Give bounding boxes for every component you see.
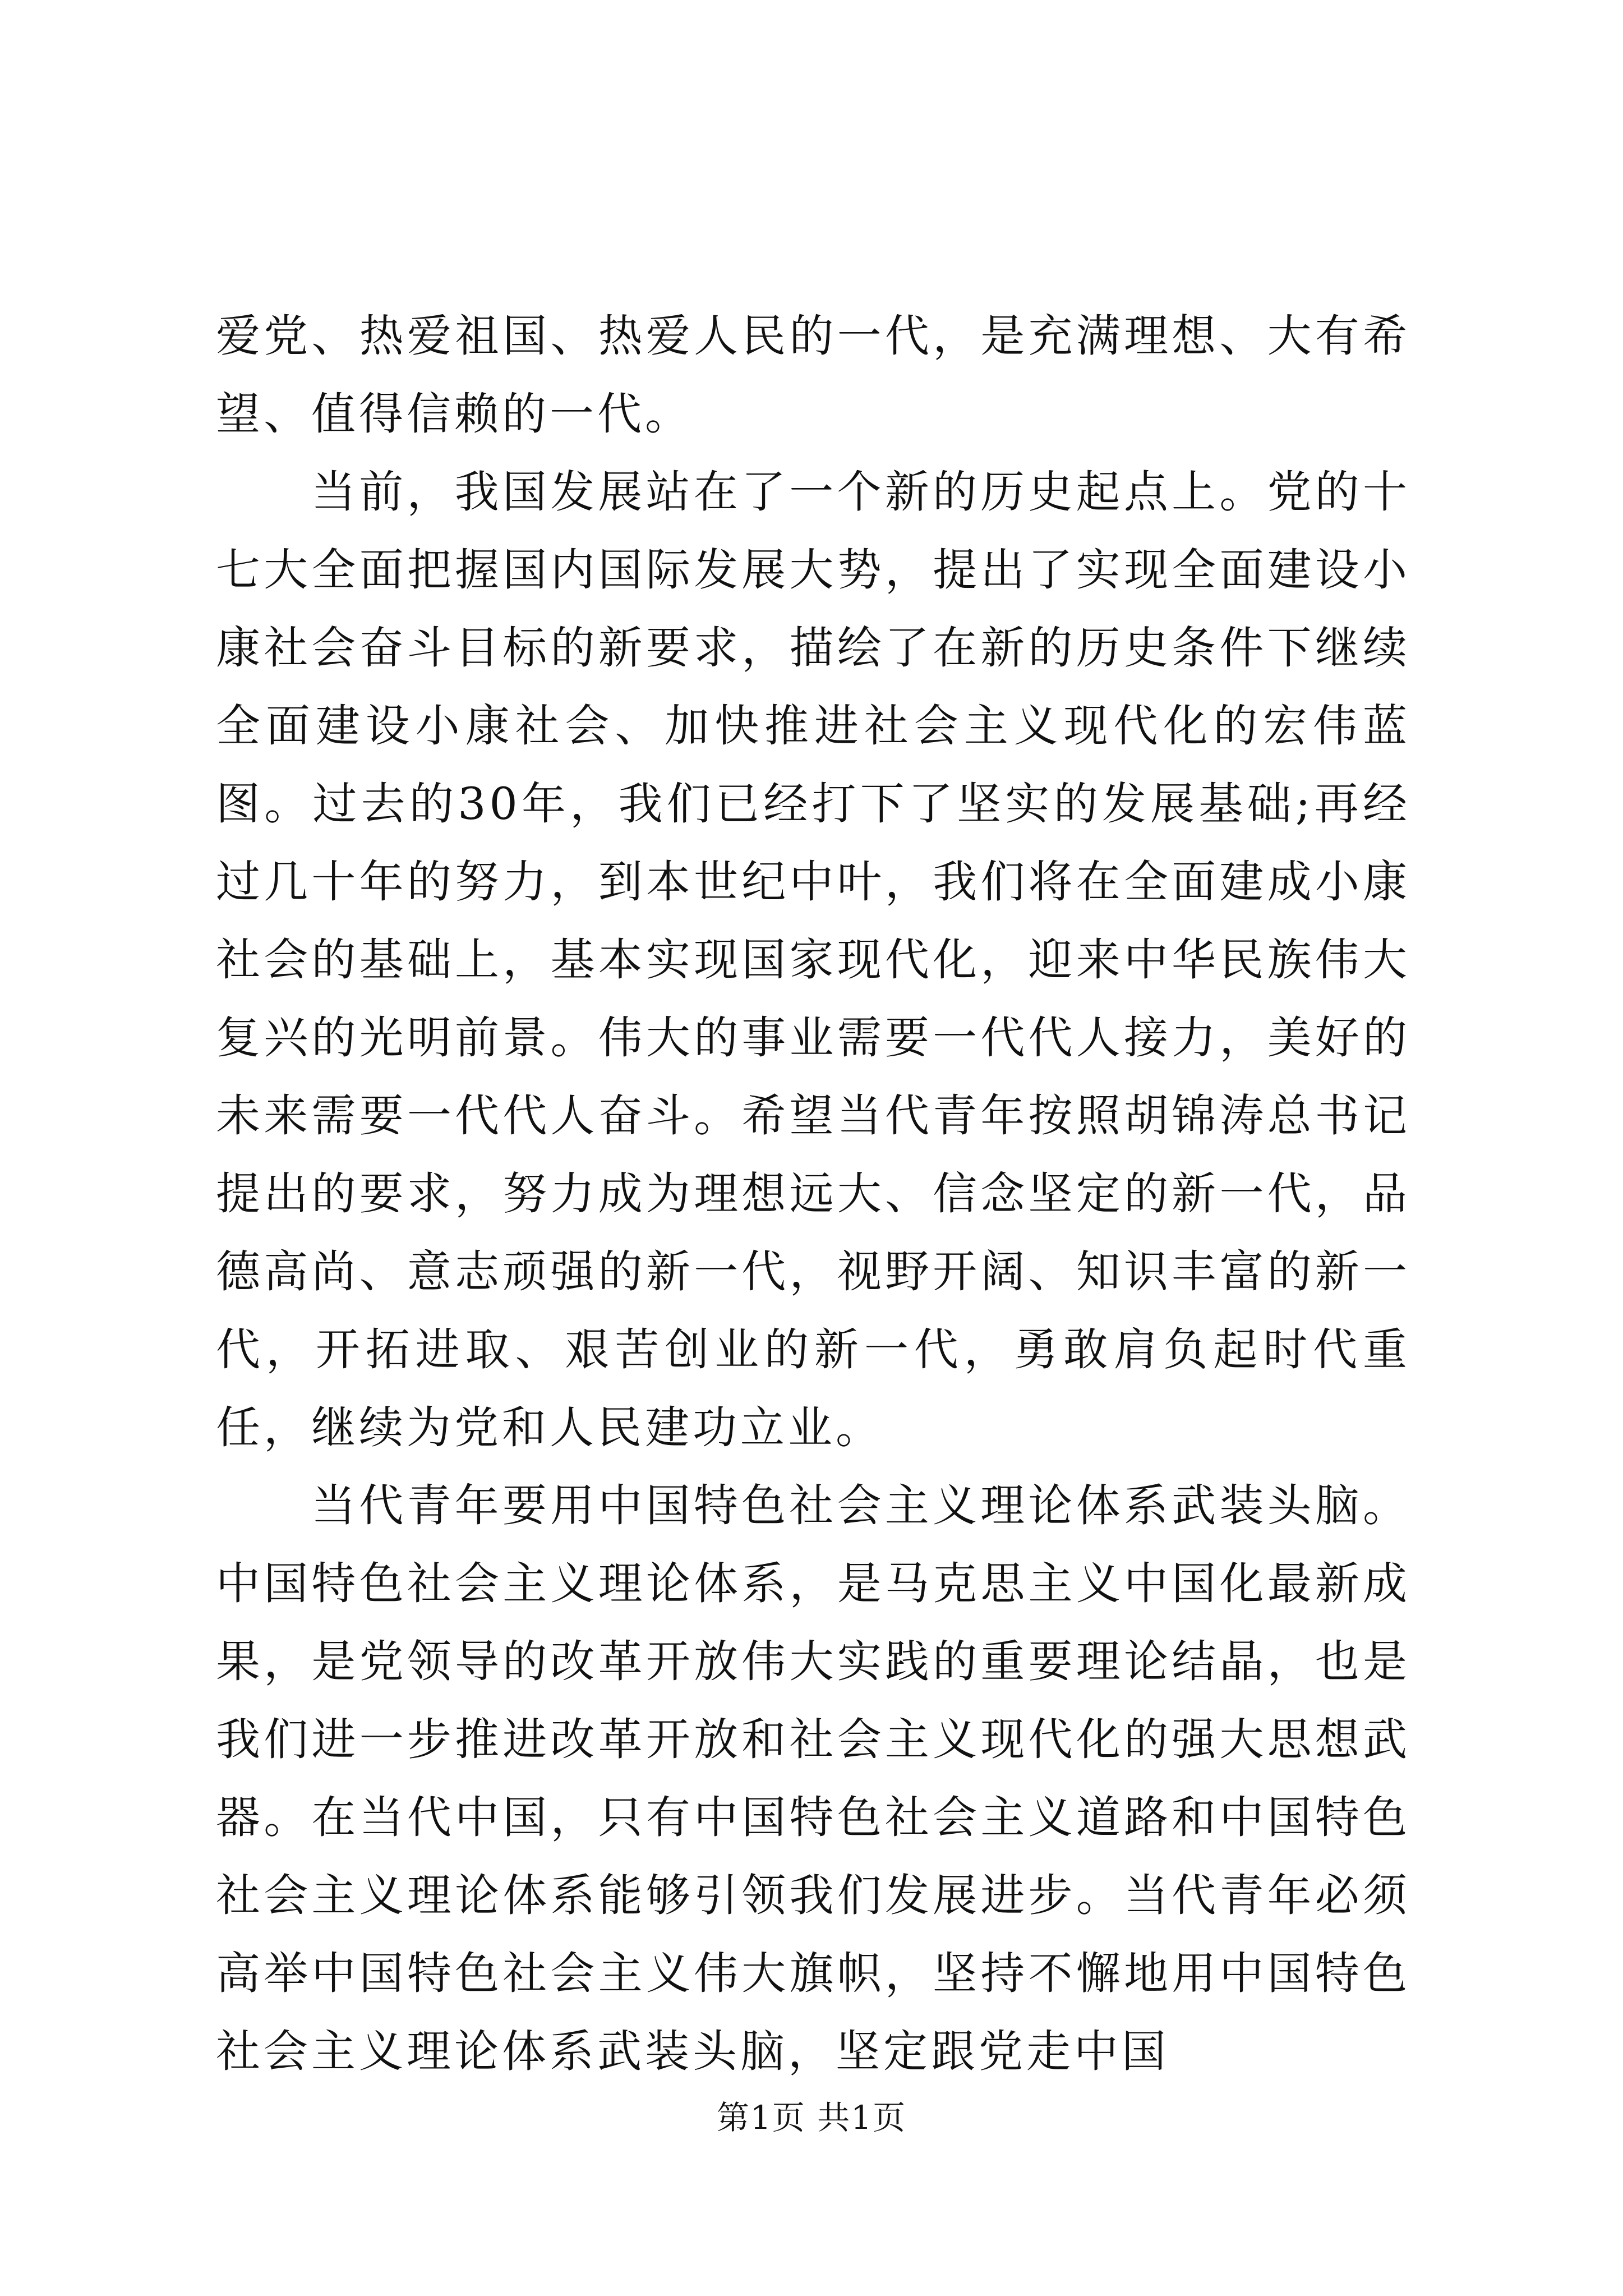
- paragraph-continuation: 爱党、热爱祖国、热爱人民的一代，是充满理想、大有希望、值得信赖的一代。: [216, 310, 1410, 440]
- paragraph-development-goals: 当前，我国发展站在了一个新的历史起点上。党的十七大全面把握国内国际发展大势，提出了实现全面建设小康社会奋斗目标的新要求，描绘了在新的历史条件下继续全面建设小康社会、加快推进社会主义现代化的宏伟蓝图。过去的30年，我们已经打下了坚实的发展基础;再经过几十年的努力，到本世纪中叶，我们将在全面建成小康社会的基础上，基本实现国家现代化，迎来中华民族伟大复兴的光明前景。伟大的事业需要一代代人接力，美好的未来需要一代代人奋斗。希望当代青年按照胡锦涛总书记提出的要求，努力成为理想远大、信念坚定的新一代，品德高尚、意志顽强的新一代，视野开阔、知识丰富的新一代，开拓进取、艰苦创业的新一代，勇敢肩负起时代重任，继续为党和人民建功立业。: [216, 466, 1410, 1453]
- document-body: [216, 297, 1410, 2091]
- page-footer: 第1页 共1页: [716, 2099, 907, 2137]
- paragraph-theory-system: 当代青年要用中国特色社会主义理论体系武装头脑。中国特色社会主义理论体系，是马克思主义中国化最新成果，是党领导的改革开放伟大实践的重要理论结晶，也是我们进一步推进改革开放和社会主义现代化的强大思想武器。在当代中国，只有中国特色社会主义道路和中国特色社会主义理论体系能够引领我们发展进步。当代青年必须高举中国特色社会主义伟大旗帜，坚持不懈地用中国特色社会主义理论体系武装头脑，坚定跟党走中国: [216, 1480, 1410, 2077]
